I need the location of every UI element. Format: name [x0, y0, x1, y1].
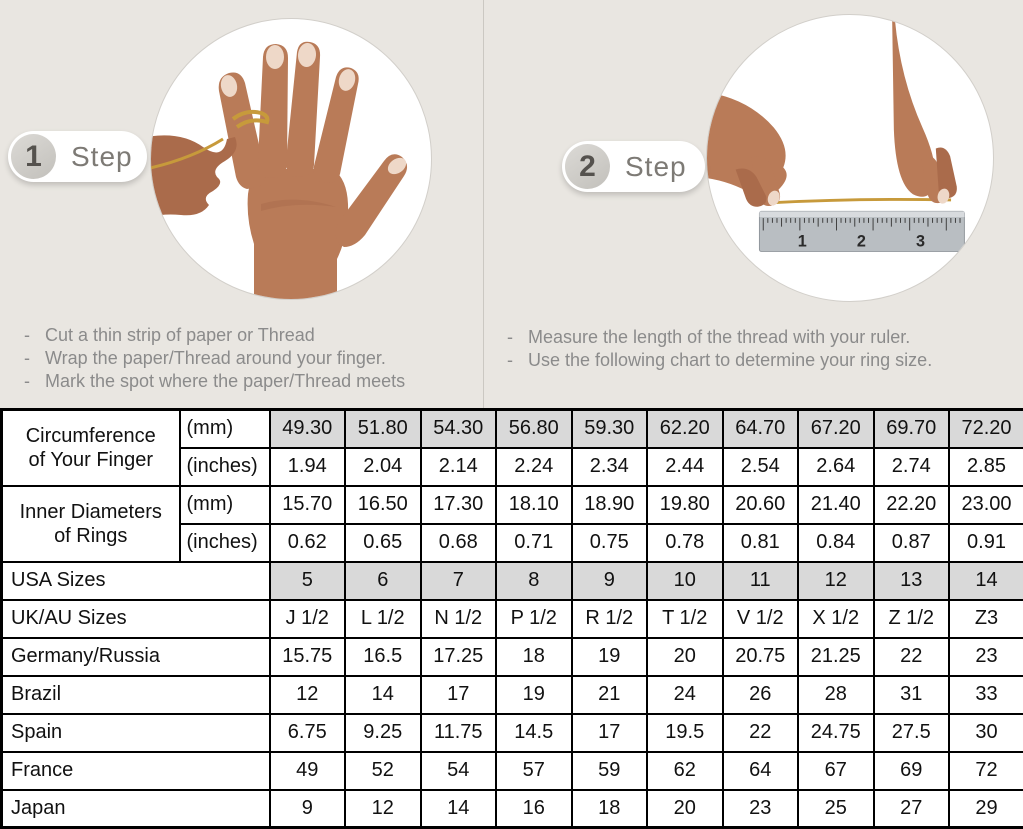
value-cell: 9.25	[345, 714, 421, 752]
table-row	[2, 676, 1023, 714]
helper-hand-illustration	[151, 135, 237, 219]
table-row	[2, 410, 1023, 448]
step1-photo-circle	[150, 18, 432, 300]
row-label-cell: Germany/Russia	[2, 638, 270, 676]
value-cell: Z3	[949, 600, 1023, 638]
value-cell: 23	[949, 638, 1023, 676]
right-hand-illustration	[892, 15, 957, 205]
hand-illustration	[219, 42, 409, 299]
row-group-label-line: of Your Finger	[3, 448, 179, 472]
instruction-text: Wrap the paper/Thread around your finger.	[45, 347, 386, 370]
value-cell: 10	[647, 562, 723, 600]
value-cell: Z 1/2	[874, 600, 950, 638]
value-cell: L 1/2	[345, 600, 421, 638]
step2-label: Step	[625, 151, 687, 183]
row-group-label-cell	[2, 486, 180, 562]
value-cell: 24.75	[798, 714, 874, 752]
step2-badge	[562, 141, 705, 192]
value-cell: 2.24	[496, 448, 572, 486]
value-cell: 26	[723, 676, 799, 714]
instruction-text: Mark the spot where the paper/Thread meets	[45, 370, 405, 393]
unit-cell: (mm)	[180, 410, 270, 448]
value-cell: 30	[949, 714, 1023, 752]
table-row	[2, 600, 1023, 638]
step1-instructions	[24, 324, 474, 393]
value-cell: 16	[496, 790, 572, 828]
value-cell: 2.74	[874, 448, 950, 486]
value-cell: J 1/2	[270, 600, 346, 638]
bullet-dash: -	[24, 324, 45, 347]
instructions-section	[0, 0, 1023, 408]
value-cell: 72.20	[949, 410, 1023, 448]
value-cell: 21.25	[798, 638, 874, 676]
value-cell: 29	[949, 790, 1023, 828]
value-cell: 2.14	[421, 448, 497, 486]
gold-thread	[770, 199, 951, 202]
value-cell: 0.68	[421, 524, 497, 562]
table-row	[2, 752, 1023, 790]
value-cell: 2.44	[647, 448, 723, 486]
instruction-line	[24, 370, 474, 393]
value-cell: 11.75	[421, 714, 497, 752]
instruction-line	[24, 324, 474, 347]
value-cell: N 1/2	[421, 600, 497, 638]
value-cell: 0.81	[723, 524, 799, 562]
row-label-cell: France	[2, 752, 270, 790]
value-cell: 14	[345, 676, 421, 714]
row-label-cell: UK/AU Sizes	[2, 600, 270, 638]
value-cell: 8	[496, 562, 572, 600]
step2-instructions	[507, 326, 1017, 372]
value-cell: 7	[421, 562, 497, 600]
value-cell: 22.20	[874, 486, 950, 524]
value-cell: P 1/2	[496, 600, 572, 638]
value-cell: 14.5	[496, 714, 572, 752]
value-cell: 33	[949, 676, 1023, 714]
value-cell: 20.75	[723, 638, 799, 676]
table-row	[2, 638, 1023, 676]
value-cell: 18.90	[572, 486, 648, 524]
table-row	[2, 790, 1023, 828]
hand-with-thread-photo	[151, 19, 431, 299]
value-cell: 49	[270, 752, 346, 790]
value-cell: 17	[421, 676, 497, 714]
value-cell: 19.80	[647, 486, 723, 524]
value-cell: 67	[798, 752, 874, 790]
value-cell: R 1/2	[572, 600, 648, 638]
value-cell: 72	[949, 752, 1023, 790]
value-cell: 20.60	[723, 486, 799, 524]
value-cell: 17.25	[421, 638, 497, 676]
row-group-label-line: Circumference	[3, 424, 179, 448]
value-cell: 0.75	[572, 524, 648, 562]
value-cell: 59	[572, 752, 648, 790]
row-label-cell: Japan	[2, 790, 270, 828]
value-cell: 49.30	[270, 410, 346, 448]
value-cell: 62.20	[647, 410, 723, 448]
value-cell: 12	[270, 676, 346, 714]
value-cell: 0.71	[496, 524, 572, 562]
left-hand-illustration	[707, 91, 787, 207]
ruler-number: 3	[916, 233, 925, 251]
bullet-dash: -	[507, 349, 528, 372]
unit-cell: (inches)	[180, 524, 270, 562]
value-cell: 22	[723, 714, 799, 752]
value-cell: 57	[496, 752, 572, 790]
value-cell: 23.00	[949, 486, 1023, 524]
value-cell: 17	[572, 714, 648, 752]
value-cell: 0.62	[270, 524, 346, 562]
ring-size-table	[0, 408, 1023, 829]
value-cell: 12	[345, 790, 421, 828]
instruction-text: Measure the length of the thread with your ruler.	[528, 326, 910, 349]
value-cell: 15.75	[270, 638, 346, 676]
value-cell: 2.85	[949, 448, 1023, 486]
value-cell: 18	[496, 638, 572, 676]
value-cell: 14	[949, 562, 1023, 600]
step2-number: 2	[565, 144, 610, 189]
value-cell: 64.70	[723, 410, 799, 448]
value-cell: 51.80	[345, 410, 421, 448]
row-group-label-line: Inner Diameters	[3, 500, 179, 524]
value-cell: 23	[723, 790, 799, 828]
ruler-number: 2	[857, 233, 866, 251]
row-label-cell: USA Sizes	[2, 562, 270, 600]
value-cell: 0.84	[798, 524, 874, 562]
value-cell: 52	[345, 752, 421, 790]
value-cell: 62	[647, 752, 723, 790]
row-group-label-cell	[2, 410, 180, 486]
value-cell: 1.94	[270, 448, 346, 486]
instruction-text: Cut a thin strip of paper or Thread	[45, 324, 315, 347]
value-cell: 28	[798, 676, 874, 714]
value-cell: 20	[647, 638, 723, 676]
value-cell: 69	[874, 752, 950, 790]
unit-cell: (inches)	[180, 448, 270, 486]
value-cell: 18.10	[496, 486, 572, 524]
row-label-cell: Spain	[2, 714, 270, 752]
value-cell: 59.30	[572, 410, 648, 448]
value-cell: 5	[270, 562, 346, 600]
value-cell: 15.70	[270, 486, 346, 524]
step2-photo-circle	[706, 14, 994, 302]
value-cell: 9	[572, 562, 648, 600]
value-cell: 2.04	[345, 448, 421, 486]
value-cell: 54.30	[421, 410, 497, 448]
value-cell: 20	[647, 790, 723, 828]
value-cell: V 1/2	[723, 600, 799, 638]
value-cell: 11	[723, 562, 799, 600]
value-cell: 16.5	[345, 638, 421, 676]
value-cell: 13	[874, 562, 950, 600]
value-cell: 14	[421, 790, 497, 828]
instruction-line	[507, 349, 1017, 372]
table-row	[2, 486, 1023, 524]
value-cell: 27	[874, 790, 950, 828]
bullet-dash: -	[24, 347, 45, 370]
value-cell: 18	[572, 790, 648, 828]
bullet-dash: -	[24, 370, 45, 393]
value-cell: 0.65	[345, 524, 421, 562]
instruction-text: Use the following chart to determine your ring size.	[528, 349, 932, 372]
value-cell: 21	[572, 676, 648, 714]
step1-badge	[8, 131, 147, 182]
instruction-line	[507, 326, 1017, 349]
value-cell: 69.70	[874, 410, 950, 448]
value-cell: T 1/2	[647, 600, 723, 638]
value-cell: 0.91	[949, 524, 1023, 562]
value-cell: 31	[874, 676, 950, 714]
table-row	[2, 714, 1023, 752]
bullet-dash: -	[507, 326, 528, 349]
ruler-number: 1	[798, 233, 807, 251]
measuring-thread-photo	[707, 15, 993, 301]
value-cell: 64	[723, 752, 799, 790]
value-cell: 2.54	[723, 448, 799, 486]
step1-label: Step	[71, 141, 133, 173]
value-cell: 9	[270, 790, 346, 828]
value-cell: 27.5	[874, 714, 950, 752]
value-cell: X 1/2	[798, 600, 874, 638]
row-group-label-line: of Rings	[3, 524, 179, 548]
value-cell: 2.64	[798, 448, 874, 486]
instruction-line	[24, 347, 474, 370]
value-cell: 24	[647, 676, 723, 714]
table-row	[2, 562, 1023, 600]
row-label-cell: Brazil	[2, 676, 270, 714]
value-cell: 67.20	[798, 410, 874, 448]
value-cell: 6.75	[270, 714, 346, 752]
value-cell: 21.40	[798, 486, 874, 524]
ruler-illustration	[759, 211, 964, 251]
value-cell: 56.80	[496, 410, 572, 448]
step1-number: 1	[11, 134, 56, 179]
unit-cell: (mm)	[180, 486, 270, 524]
value-cell: 19	[572, 638, 648, 676]
value-cell: 22	[874, 638, 950, 676]
value-cell: 12	[798, 562, 874, 600]
value-cell: 54	[421, 752, 497, 790]
value-cell: 0.87	[874, 524, 950, 562]
value-cell: 0.78	[647, 524, 723, 562]
vertical-divider	[483, 0, 484, 408]
value-cell: 19	[496, 676, 572, 714]
value-cell: 2.34	[572, 448, 648, 486]
value-cell: 17.30	[421, 486, 497, 524]
value-cell: 19.5	[647, 714, 723, 752]
value-cell: 25	[798, 790, 874, 828]
value-cell: 16.50	[345, 486, 421, 524]
value-cell: 6	[345, 562, 421, 600]
